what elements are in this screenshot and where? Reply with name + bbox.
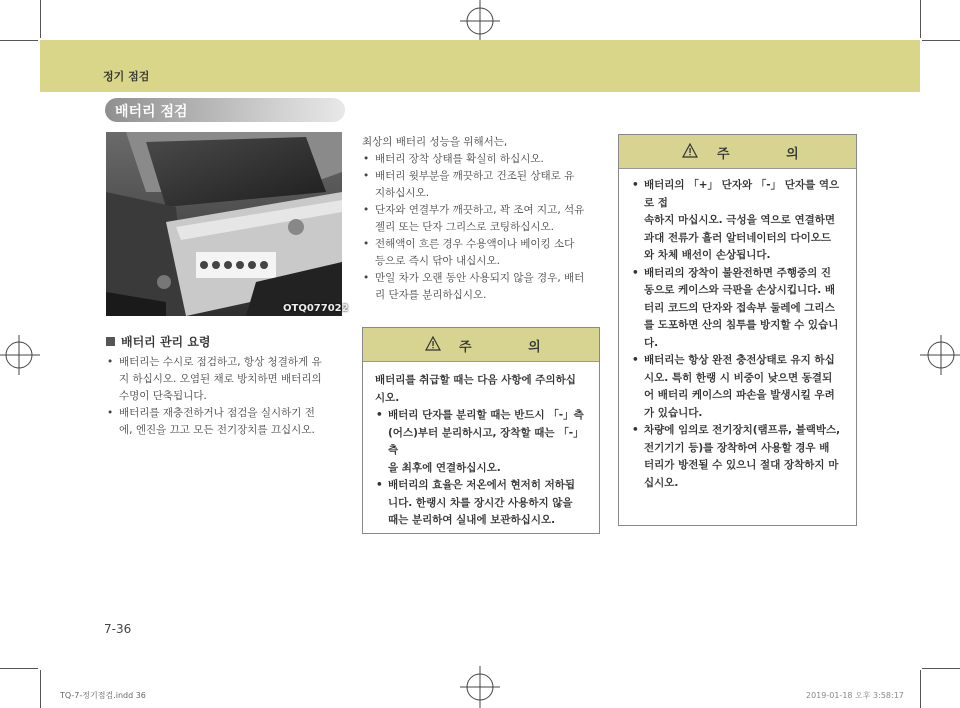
- list-item: • 배터리의 장착이 불완전하면 주행중의 진 동으로 케이스와 극판을 손상시킵니다. 배 터리 코드의 단자와 접속부 둘레에 그리스 를 도포하면 산의 침투를 방지할 수 있습니 다.: [631, 265, 844, 353]
- page-number: 7-36: [104, 622, 132, 636]
- crop-mark: [0, 40, 38, 41]
- list-item: • 단자와 연결부가 깨끗하고, 꽉 조여 지고, 석유 젤리 또는 단자 그리스로 코팅하십시오.: [362, 202, 602, 236]
- list-item: • 배터리의 「+」 단자와 「-」 단자를 역으로 접 속하지 마십시오. 극성을 역으로 연결하면 과대 전류가 흘러 알터네이터의 다이오드 와 차체 배선이 손상됩니다.: [631, 177, 844, 265]
- footer-file-info: TQ-7-정기점검.indd 36: [60, 691, 146, 700]
- list-item: • 차량에 임의로 전기장치(램프류, 블랙박스, 전기기기 등)를 장착하여 사용할 경우 배 터리가 방전될 수 있으니 절대 장착하지 마 십시오.: [631, 422, 844, 492]
- battery-photo: [106, 132, 342, 316]
- performance-intro: 최상의 배터리 성능을 위해서는,: [362, 136, 508, 148]
- square-bullet-icon: [106, 337, 115, 346]
- list-item: • 배터리를 재충전하거나 점검을 실시하기 전 에, 엔진을 끄고 모든 전기장치를 끄십시오.: [106, 405, 346, 439]
- crop-mark: [40, 670, 41, 708]
- caution-box-connection: [618, 134, 857, 526]
- registration-mark-right: [920, 330, 960, 380]
- performance-list: [362, 134, 602, 304]
- caution-box-handling: [362, 327, 600, 534]
- caution-title: 주 의: [459, 340, 567, 355]
- list-item: • 전해액이 흐른 경우 수용액이나 베이킹 소다 등으로 즉시 닦아 내십시오.: [362, 236, 602, 270]
- list-item: • 배터리는 항상 완전 충전상태로 유지 하십 시오. 특히 한랭 시 비중이 낮으면 동결되 어 배터리 케이스의 파손을 발생시킬 우려 가 있습니다.: [631, 352, 844, 422]
- registration-mark-left: [0, 330, 40, 380]
- registration-mark-top: [455, 0, 505, 42]
- management-list: [106, 354, 346, 439]
- caution-title: 주 의: [717, 147, 825, 162]
- caution-header: [619, 135, 856, 169]
- warning-triangle-icon: [682, 143, 698, 158]
- section-title: 배터리 점검: [115, 104, 188, 120]
- crop-mark: [40, 0, 41, 38]
- crop-mark: [0, 668, 38, 669]
- list-item: • 배터리 윗부분을 깨끗하고 건조된 상태로 유 지하십시오.: [362, 168, 602, 202]
- crop-mark: [920, 0, 921, 38]
- crop-mark: [922, 668, 960, 669]
- caution-header: [363, 328, 599, 362]
- footer-timestamp: 2019-01-18 오후 3:58:17: [806, 691, 904, 700]
- list-item: • 배터리 장착 상태를 확실히 하십시오.: [362, 151, 602, 168]
- crop-mark: [922, 40, 960, 41]
- management-heading: 배터리 관리 요령: [106, 333, 211, 350]
- list-item: • 배터리의 효율은 저온에서 현저히 저하됩 니다. 한랭시 차를 장시간 사용하지 않을 때는 분리하여 실내에 보관하십시오.: [375, 477, 587, 530]
- photo-code: OTQ077022: [283, 303, 349, 314]
- caution-body: [619, 169, 856, 502]
- header-band: [40, 40, 920, 92]
- page-header-title: 정기 점검: [103, 70, 150, 83]
- registration-mark-bottom: [455, 666, 505, 708]
- warning-triangle-icon: [425, 336, 441, 351]
- caution-body: 배터리를 취급할 때는 다음 사항에 주의하십 시오. • 배터리 단자를 분리할 때는 반드시 「-」측 (어스)부터 분리하시고, 장착할 때는 「-」측 을 최후에 연결하십시오. • 배터리의 효율은 저온에서 현저히 저하됩 니다. 한랭시 차를 장시간 사용하지 않을 때는 분리하여 실내에 보관하십시오.: [363, 362, 599, 540]
- list-item: • 만일 차가 오랜 동안 사용되지 않을 경우, 배터 리 단자를 분리하십시오.: [362, 270, 602, 304]
- crop-mark: [920, 670, 921, 708]
- list-item: • 배터리 단자를 분리할 때는 반드시 「-」측 (어스)부터 분리하시고, 장착할 때는 「-」측 을 최후에 연결하십시오.: [375, 407, 587, 477]
- list-item: • 배터리는 수시로 점검하고, 항상 청결하게 유 지 하십시오. 오염된 채로 방치하면 배터리의 수명이 단축됩니다.: [106, 354, 346, 405]
